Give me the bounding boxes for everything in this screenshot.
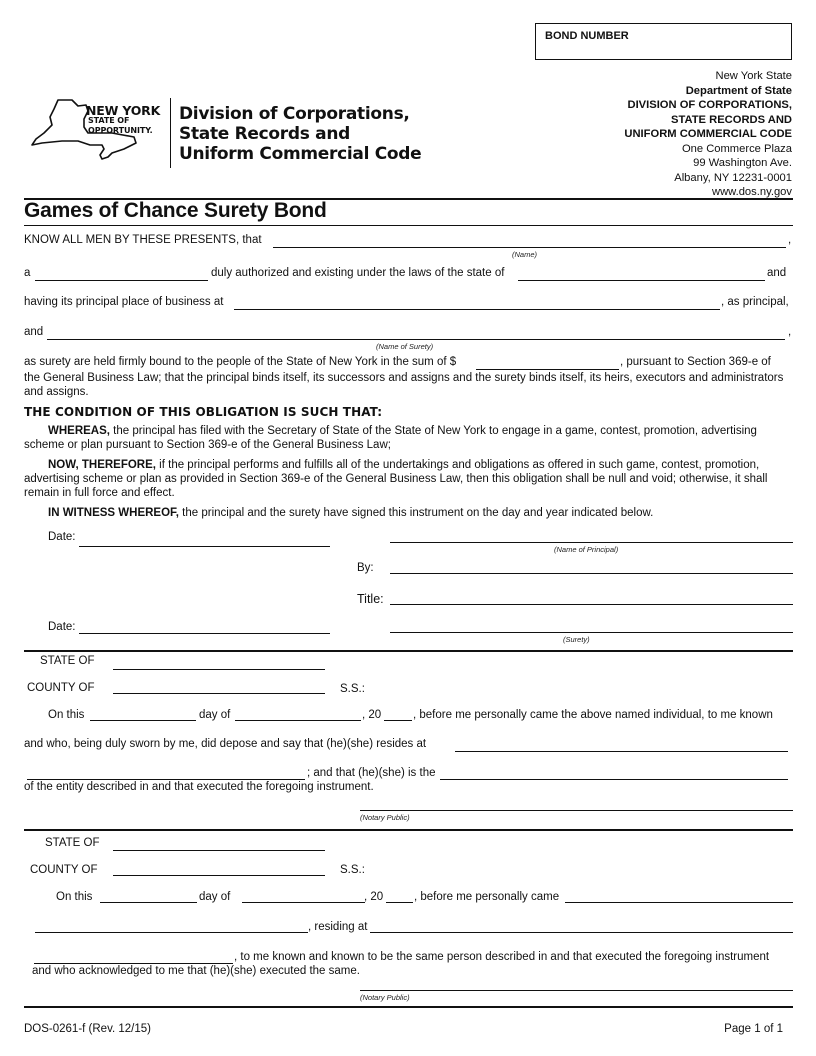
agency-address-2: 99 Washington Ave. — [693, 157, 792, 169]
ack2-known-name-input[interactable] — [34, 950, 233, 964]
logo-ny: NEW YORK — [86, 103, 161, 118]
surety-sign-input[interactable] — [390, 619, 793, 633]
ack2-twenty-label: , 20 — [364, 891, 384, 903]
agency-division-3: UNIFORM COMMERCIAL CODE — [624, 128, 792, 140]
bond-paragraph-rest: the General Business Law; that the principal binds itself, its successors and assigns and the surety binds itself, its heirs, executors and administrators and assigns. — [24, 372, 784, 398]
ack1-year-input[interactable] — [384, 707, 412, 721]
ack1-day-input[interactable] — [90, 707, 196, 721]
ack1-county-of-label: COUNTY OF — [27, 682, 95, 694]
ack2-person-input[interactable] — [565, 889, 793, 903]
ack1-residence-input[interactable] — [455, 738, 788, 752]
agency-website: www.dos.ny.gov — [711, 186, 792, 198]
know-all-text: KNOW ALL MEN BY THESE PRESENTS, that — [24, 234, 262, 246]
ny-logo-text — [86, 103, 161, 136]
ack2-state-of-label: STATE OF — [45, 837, 100, 849]
whereas-lead: WHEREAS, — [48, 425, 110, 437]
and-text: and — [767, 267, 787, 279]
pursuant-text: , pursuant to Section 369-e of — [620, 356, 771, 368]
ack2-state-input[interactable] — [113, 837, 325, 851]
by-label: By: — [357, 562, 374, 574]
by-signature-input[interactable] — [390, 560, 793, 574]
ack2-rule — [24, 829, 793, 831]
ack1-capacity-input[interactable] — [440, 766, 788, 780]
ack2-residence-input[interactable] — [370, 919, 793, 933]
now-therefore-text: if the principal performs and fulfills all of the undertakings and obligations as offered in such game, contest, promotion, advertising scheme or plan as provided in Section 369-e of the General Business Law, then this obligation shall be null and void; otherwise, it shall remain in full force and effect. — [24, 459, 768, 499]
as-principal-text: , as principal, — [721, 296, 789, 308]
surety-date-input[interactable] — [79, 620, 330, 634]
ack2-residing-text: , residing at — [308, 921, 368, 933]
ack1-month-input[interactable] — [235, 707, 361, 721]
whereas-paragraph — [24, 424, 794, 452]
footer-rule — [24, 1006, 793, 1008]
page-number: Page 1 of 1 — [724, 1023, 783, 1035]
name-caption: (Name) — [512, 250, 538, 259]
agency-division-2: STATE RECORDS AND — [671, 113, 792, 126]
agency-address-1: One Commerce Plaza — [681, 142, 792, 155]
a-text: a — [24, 267, 31, 279]
ack1-residence-cont-input[interactable] — [27, 766, 305, 780]
bond-number-box[interactable] — [535, 23, 792, 60]
state-of-formation-input[interactable] — [518, 267, 765, 281]
logo-line-1: Division of Corporations, — [179, 104, 410, 124]
principal-date-input[interactable] — [79, 533, 330, 547]
ack2-before-me-text: , before me personally came — [414, 891, 560, 903]
principal-address-input[interactable] — [234, 296, 720, 310]
witness-text: the principal and the surety have signed this instrument on the day and year indicated below. — [178, 507, 654, 519]
principal-name-input[interactable] — [273, 234, 786, 248]
ack2-known-text: , to me known and known to be the same person described in and that executed the foregoing instrument — [234, 951, 770, 963]
agency-address-3: Albany, NY 12231-0001 — [674, 171, 792, 184]
witness-lead: IN WITNESS WHEREOF, — [48, 507, 179, 519]
entity-type-input[interactable] — [35, 267, 208, 281]
ack2-year-input[interactable] — [386, 889, 413, 903]
ack2-day-of-label: day of — [199, 891, 231, 903]
bond-amount-input[interactable] — [476, 356, 619, 370]
date-label-2: Date: — [48, 621, 76, 633]
division-logo-title — [179, 104, 421, 164]
ack2-notary-caption: (Notary Public) — [360, 993, 410, 1002]
ack2-on-this-label: On this — [56, 891, 93, 903]
surety-name-input[interactable] — [47, 326, 785, 340]
ack1-notary-caption: (Notary Public) — [360, 813, 410, 822]
held-bound-text: as surety are held firmly bound to the people of the State of New York in the sum of $ — [24, 356, 457, 368]
ack1-state-of-label: STATE OF — [40, 655, 95, 667]
form-id: DOS-0261-f (Rev. 12/15) — [24, 1023, 151, 1035]
bond-number-label: BOND NUMBER — [545, 30, 629, 42]
principal-name-sign-input[interactable] — [390, 529, 793, 543]
ack2-county-input[interactable] — [113, 862, 325, 876]
now-therefore-lead: NOW, THEREFORE, — [48, 459, 156, 471]
date-label-1: Date: — [48, 531, 76, 543]
ack2-county-of-label: COUNTY OF — [30, 864, 98, 876]
title-label: Title: — [357, 592, 384, 606]
surety-caption: (Surety) — [563, 635, 590, 644]
ack2-notary-input[interactable] — [360, 977, 793, 991]
duly-authorized-text: duly authorized and existing under the laws of the state of — [211, 267, 505, 279]
ack2-acknowledged-text: and who acknowledged to me that (he)(she) executed the same. — [32, 965, 360, 977]
ack1-twenty-label: , 20 — [362, 709, 382, 721]
ack2-day-input[interactable] — [100, 889, 197, 903]
ack1-on-this-label: On this — [48, 709, 85, 721]
agency-state: New York State — [715, 70, 792, 82]
form-title: Games of Chance Surety Bond — [24, 199, 327, 222]
logo-line-2: State Records and — [179, 124, 351, 144]
surety-name-caption: (Name of Surety) — [376, 342, 434, 351]
witness-paragraph — [24, 506, 794, 520]
agency-division-1: DIVISION OF CORPORATIONS, — [627, 99, 792, 111]
principal-caption: (Name of Principal) — [554, 545, 619, 554]
ack1-notary-input[interactable] — [360, 797, 793, 811]
ack2-month-input[interactable] — [242, 889, 365, 903]
ack1-rule — [24, 650, 793, 652]
ack1-that-is-text: ; and that (he)(she) is the — [307, 767, 436, 779]
signer-title-input[interactable] — [390, 591, 793, 605]
ack1-day-of-label: day of — [199, 709, 231, 721]
and-surety-text: and — [24, 326, 44, 338]
comma-1: , — [788, 234, 792, 246]
condition-heading: THE CONDITION OF THIS OBLIGATION IS SUCH THAT: — [24, 405, 383, 419]
comma-2: , — [788, 326, 792, 338]
whereas-text: the principal has filed with the Secretary of State of the State of New York to engage in a game, contest, promotion, advertising scheme or plan pursuant to Section 369-e of the General Business Law; — [24, 425, 757, 451]
logo-state-of: STATE OF — [88, 116, 130, 125]
ack2-ss-label: S.S.: — [340, 864, 365, 876]
agency-address — [624, 69, 792, 200]
title-rule-bottom — [24, 225, 793, 226]
agency-department: Department of State — [685, 84, 792, 97]
logo-line-3: Uniform Commercial Code — [179, 144, 422, 164]
ack1-ss-label: S.S.: — [340, 683, 365, 695]
ack1-before-me-text: , before me personally came the above named individual, to me known — [413, 709, 773, 721]
logo-divider — [170, 98, 171, 168]
now-therefore-paragraph — [24, 458, 794, 500]
ack1-entity-text: of the entity described in and that executed the foregoing instrument. — [24, 781, 374, 793]
ack1-state-input[interactable] — [113, 656, 325, 670]
logo-opportunity: OPPORTUNITY. — [88, 126, 153, 135]
having-principal-text: having its principal place of business at — [24, 296, 224, 308]
ack2-name-input[interactable] — [35, 919, 308, 933]
ack1-county-input[interactable] — [113, 680, 325, 694]
ack1-sworn-text: and who, being duly sworn by me, did depose and say that (he)(she) resides at — [24, 738, 427, 750]
